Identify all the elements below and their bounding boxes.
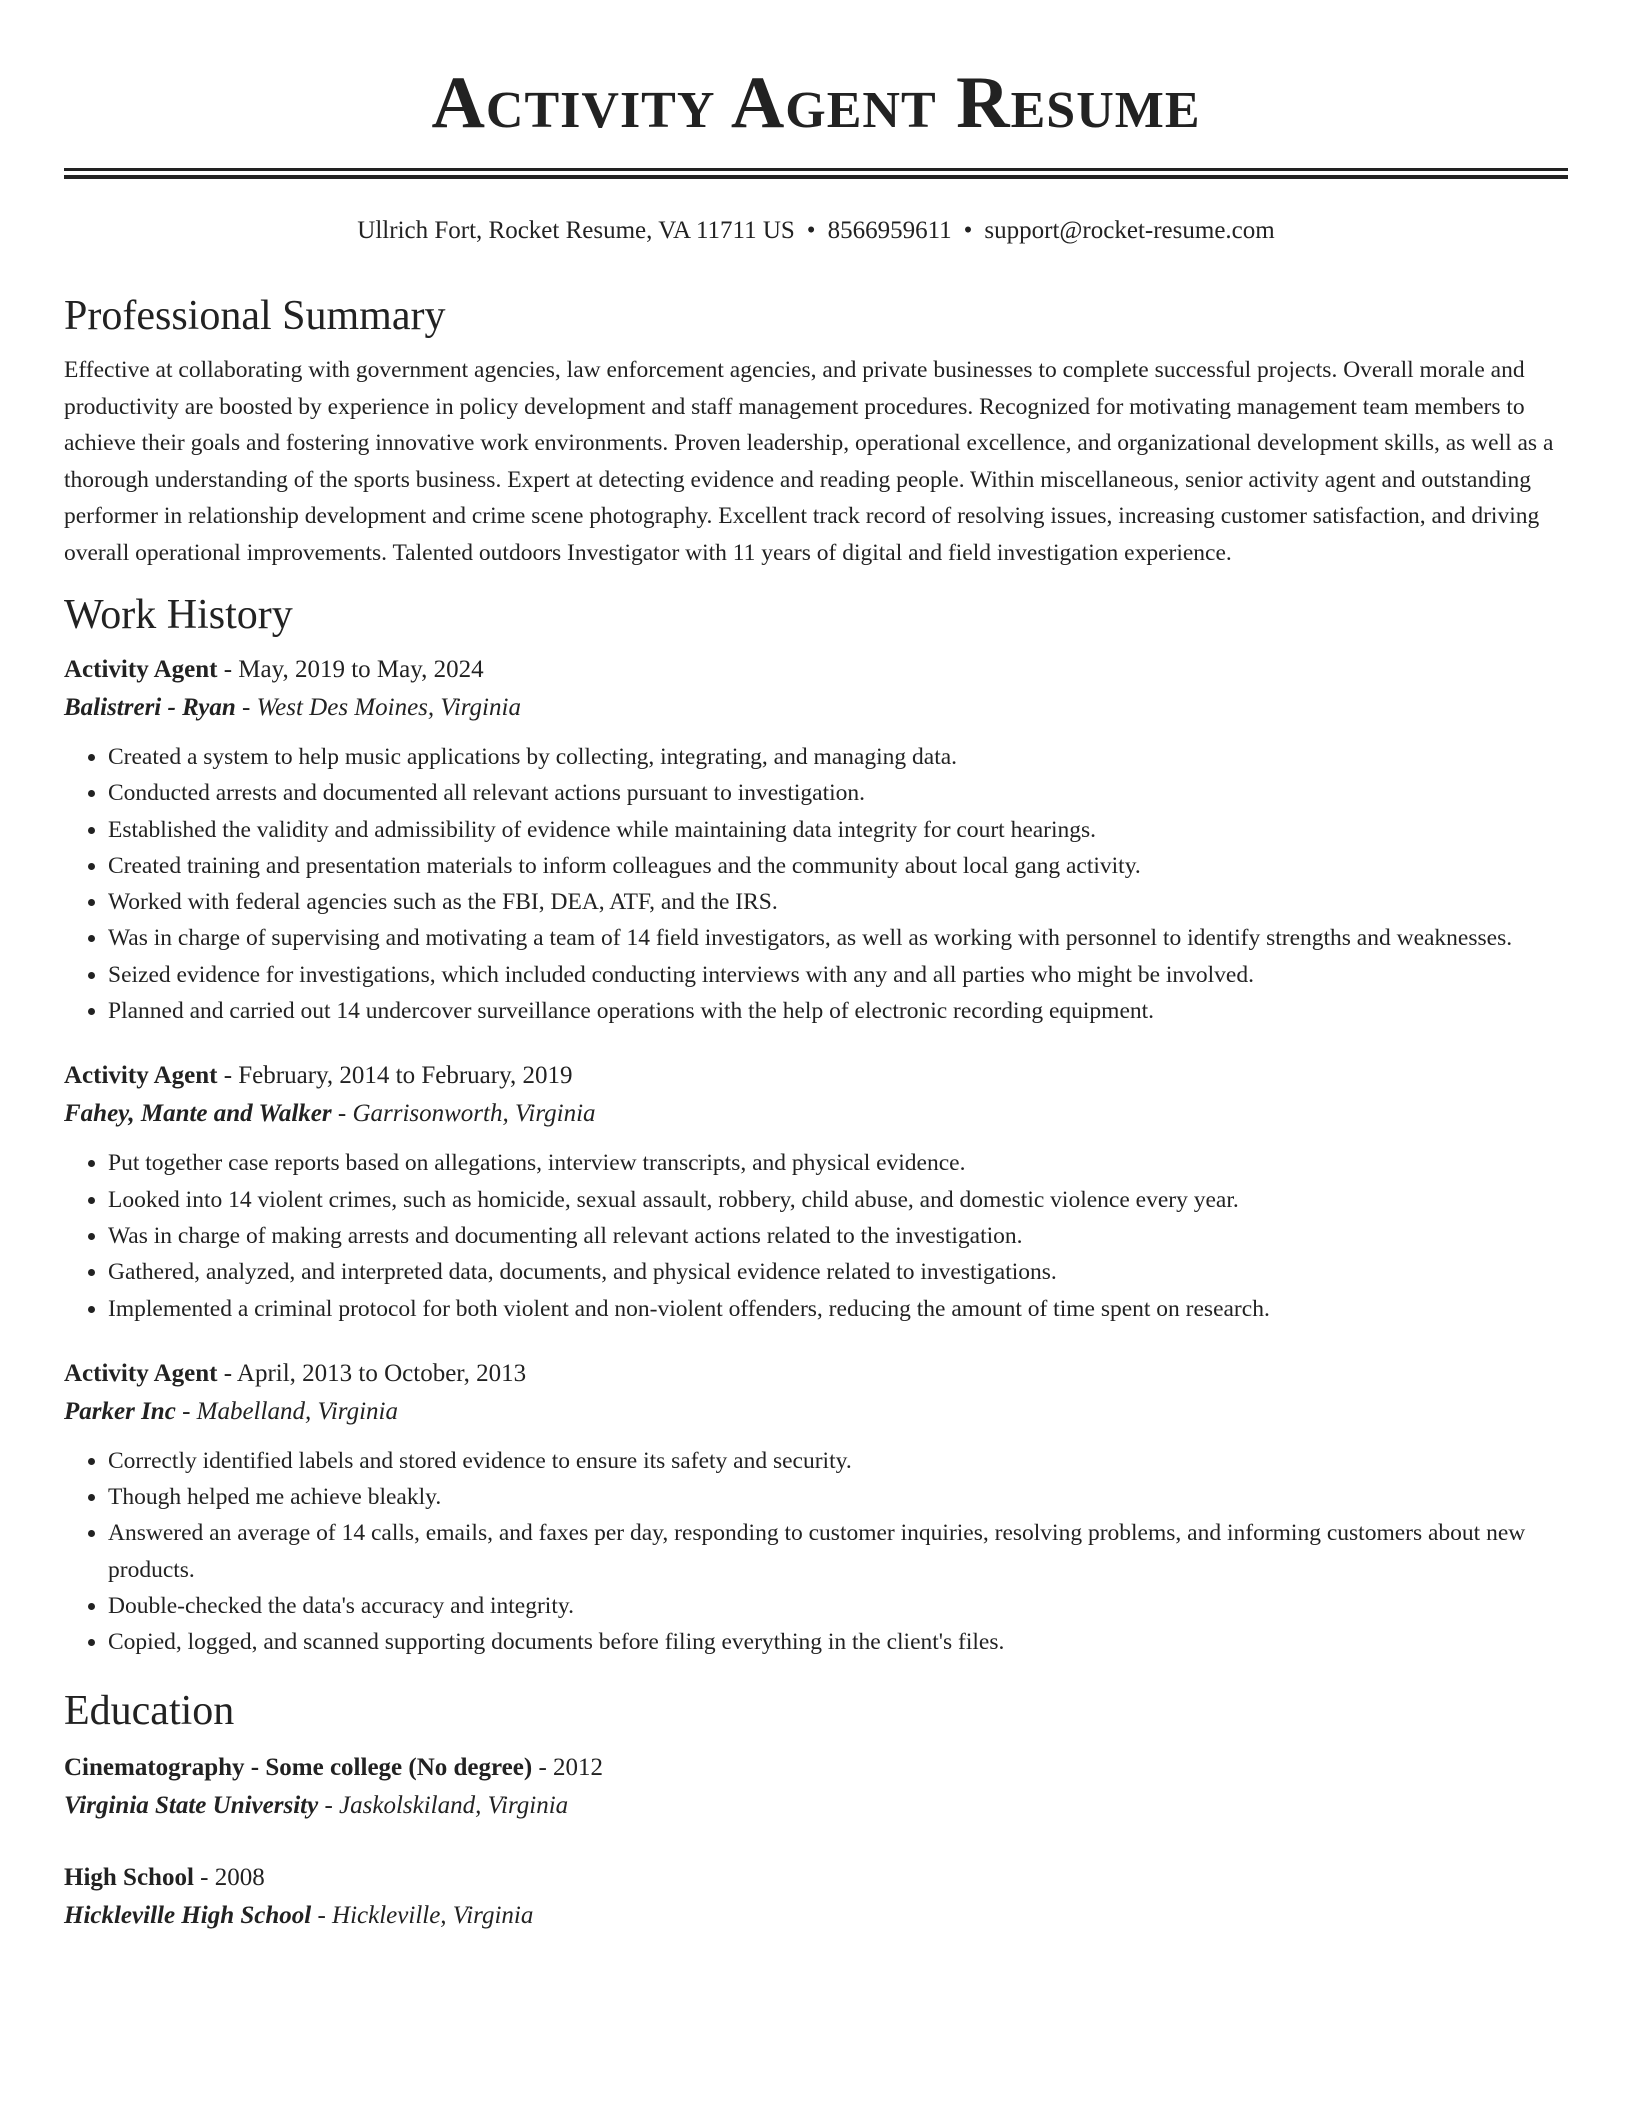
employer-line (64, 1393, 1568, 1431)
job-bullet: • Looked into 14 violent crimes, such as homicide, sexual assault, robbery, child abuse, and domestic violence every year. (108, 1182, 1568, 1218)
contact-email: support@rocket-resume.com (984, 217, 1275, 244)
education-heading: Education (64, 1687, 235, 1734)
degree-year: - 2008 (193, 1863, 265, 1891)
school-name: Virginia State University (64, 1791, 319, 1819)
job-bullet: • Established the validity and admissibility of evidence while maintaining data integrity for court hearings. (108, 812, 1568, 848)
job-title: Activity Agent (64, 1062, 218, 1090)
school-location: - Jaskolskiland, Virginia (318, 1791, 569, 1819)
contact-phone: 8566959611 (827, 217, 952, 244)
job-bullet: • Was in charge of supervising and motivating a team of 14 field investigators, as well as working with personnel to identify strengths and weaknesses. (108, 920, 1568, 956)
job-bullet: • Double-checked the data's accuracy and integrity. (108, 1588, 1568, 1624)
school-line (64, 1787, 1568, 1825)
employer-location: - Garrisonworth, Virginia (331, 1100, 596, 1128)
summary-section (64, 286, 1568, 571)
employer-name: Parker Inc (64, 1397, 176, 1425)
degree-name: Cinematography - Some college (No degree) (64, 1753, 533, 1781)
employer-name: Balistreri - Ryan (64, 694, 236, 721)
job-bullet: • Correctly identified labels and stored evidence to ensure its safety and security. (108, 1443, 1568, 1479)
job-bullet: • Created training and presentation materials to inform colleagues and the community about local gang activity. (108, 848, 1568, 884)
job-bullets (64, 1443, 1568, 1661)
job-bullet: • Created a system to help music applications by collecting, integrating, and managing data. (108, 739, 1568, 775)
employer-location: - West Des Moines, Virginia (235, 694, 521, 721)
summary-text: Effective at collaborating with government agencies, law enforcement agencies, and private businesses to complete successful projects. Overall morale and productivity are boosted by experience in policy development and staff management procedures. Recognized for motivating management team members to achieve their goals and fostering innovative work environments. Proven leadership, operational excellence, and organizational development skills, as well as a thorough understanding of the sports business. Expert at detecting evidence and reading people. Within miscellaneous, senior activity agent and outstanding performer in relationship development and crime scene photography. Excellent track record of resolving issues, increasing customer satisfaction, and driving overall operational improvements. Talented outdoors Investigator with 11 years of digital and field investigation experience. (64, 357, 1554, 566)
job-bullet: • Put together case reports based on allegations, interview transcripts, and physical evidence. (108, 1145, 1568, 1181)
job-bullets (64, 1145, 1568, 1326)
employer-location: - Mabelland, Virginia (175, 1397, 399, 1425)
school-name: Hickleville High School (64, 1901, 312, 1929)
job-title: Activity Agent (64, 656, 218, 683)
school-location: - Hickleville, Virginia (311, 1901, 534, 1929)
contact-line (64, 214, 1568, 248)
job-title: Activity Agent (64, 1359, 218, 1387)
job-title-line (64, 651, 1568, 689)
employer-line (64, 689, 1568, 727)
job-bullets (64, 739, 1568, 1029)
job-entry (64, 651, 1568, 1029)
degree-name: High School (64, 1863, 194, 1891)
job-bullet: • Was in charge of making arrests and documenting all relevant actions related to the investigation. (108, 1218, 1568, 1254)
job-bullet: • Copied, logged, and scanned supporting documents before filing everything in the client's files. (108, 1624, 1568, 1660)
education-list (64, 1749, 1568, 1935)
job-bullet: • Implemented a criminal protocol for both violent and non-violent offenders, reducing the amount of time spent on research. (108, 1291, 1568, 1327)
job-title-line (64, 1355, 1568, 1393)
contact-separator: • (963, 217, 973, 244)
job-dates: - May, 2019 to May, 2024 (217, 656, 484, 683)
summary-heading: Professional Summary (64, 293, 446, 339)
job-entry (64, 1057, 1568, 1326)
job-bullet: • Gathered, analyzed, and interpreted data, documents, and physical evidence related to investigations. (108, 1254, 1568, 1290)
work-history-heading: Work History (64, 592, 293, 638)
degree-line (64, 1859, 1568, 1897)
header-rule-top (64, 168, 1568, 171)
resume-title: Activity Agent Resume (431, 62, 1201, 144)
job-bullet: • Planned and carried out 14 undercover surveillance operations with the help of electronic recording equipment. (108, 993, 1568, 1029)
employer-line (64, 1095, 1568, 1133)
job-bullet: • Though helped me achieve bleakly. (108, 1479, 1568, 1515)
job-title-line (64, 1057, 1568, 1095)
education-entry (64, 1859, 1568, 1935)
resume-content (64, 286, 1568, 1935)
job-dates: - April, 2013 to October, 2013 (217, 1359, 527, 1387)
job-list (64, 651, 1568, 1661)
employer-name: Fahey, Mante and Walker (64, 1100, 332, 1128)
contact-separator: • (806, 217, 816, 244)
job-bullet: • Conducted arrests and documented all relevant actions pursuant to investigation. (108, 775, 1568, 811)
job-entry (64, 1355, 1568, 1661)
job-bullet: • Seized evidence for investigations, which included conducting interviews with any and all parties who might be involved. (108, 957, 1568, 993)
school-line (64, 1897, 1568, 1935)
degree-line (64, 1749, 1568, 1787)
work-history-section (64, 585, 1568, 1661)
education-section (64, 1681, 1568, 1935)
header-rule-bottom (64, 175, 1568, 179)
job-bullet: • Answered an average of 14 calls, emails, and faxes per day, responding to customer inquiries, resolving problems, and informing customers about new products. (108, 1515, 1568, 1588)
education-entry (64, 1749, 1568, 1825)
job-bullet: • Worked with federal agencies such as the FBI, DEA, ATF, and the IRS. (108, 884, 1568, 920)
degree-year: - 2012 (532, 1753, 604, 1781)
job-dates: - February, 2014 to February, 2019 (217, 1062, 573, 1090)
contact-address: Ullrich Fort, Rocket Resume, VA 11711 US (357, 217, 795, 244)
